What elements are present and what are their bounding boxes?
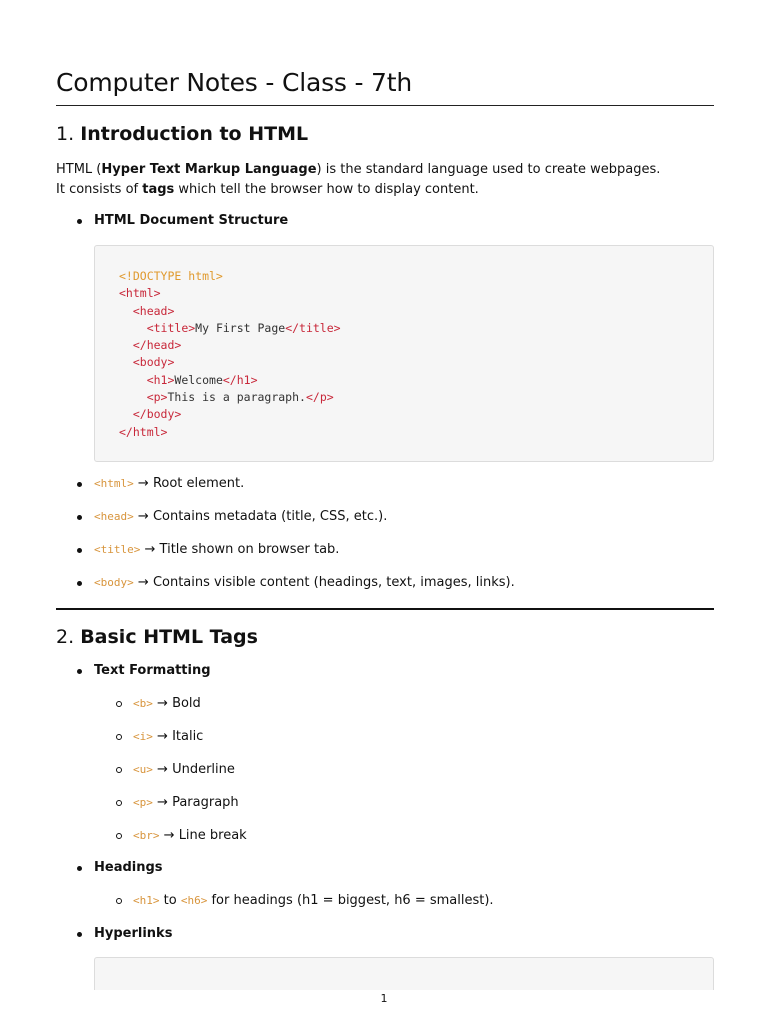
arrow-glyph: → [137,509,149,524]
intro-paragraph-line-1 [56,160,660,180]
code-tag: </head> [132,338,182,353]
code-text: My First Page [195,320,286,335]
code-tag: <title> [146,320,196,335]
code-content [119,268,341,441]
bullet-dot [77,581,82,586]
bullet-dot [77,932,82,937]
section-2-title: Basic HTML Tags [80,626,258,648]
intro-bold-term: Hyper Text Markup Language [101,162,317,177]
code-line [119,285,341,302]
code-tag: <body> [132,355,175,370]
code-tag: <h1> [146,372,175,387]
intro-paragraph-line-2 [56,180,479,200]
bullet-dot [77,515,82,520]
code-line [119,320,341,337]
formatting-list-item [133,696,201,711]
title-divider [56,105,714,106]
section-1-title: Introduction to HTML [80,123,309,145]
tag-code: <p> [133,796,153,809]
tag-description: Title shown on browser tab. [159,542,340,557]
formatting-list-item [133,762,235,777]
tag-code: <b> [133,697,153,710]
tag-code: <u> [133,763,153,776]
bullet-circle [116,734,122,740]
code-block-hyperlinks [94,957,714,990]
bullet-circle [116,701,122,707]
section-1-heading [56,123,308,145]
code-block-structure [94,245,714,462]
code-line [119,268,341,285]
code-line [119,372,341,389]
code-text: Welcome [174,372,223,387]
formatting-description: Line break [178,828,247,843]
tag-list-item [94,476,244,491]
tag-description: Root element. [152,476,245,491]
arrow-glyph: → [163,828,175,843]
headings-to-word: to [163,893,177,908]
tag-code: <head> [94,510,134,523]
list-item-hyperlinks [94,926,172,941]
formatting-description: Bold [172,696,201,711]
tag-code: <title> [94,543,141,556]
code-tag: </title> [285,320,341,335]
formatting-list-item [133,729,203,744]
arrow-glyph: → [157,729,168,744]
arrow-glyph: → [157,762,168,777]
tag-list-item [94,542,339,557]
bullet-dot [77,219,82,224]
section-2-heading [56,626,258,648]
bullet-dot [77,669,82,674]
intro-text: HTML ( [56,162,102,177]
arrow-glyph: → [157,795,168,810]
bullet-dot [77,548,82,553]
section-2-number: 2. [56,626,75,648]
list-item-text-formatting [94,663,211,678]
headings-description: for headings (h1 = biggest, h6 = smallest). [211,893,494,908]
bullet-circle [116,800,122,806]
code-tag: </body> [132,407,182,422]
tag-list-item [94,575,515,590]
formatting-description: Italic [172,729,204,744]
bullet-dot [77,866,82,871]
code-tag: <html> [119,286,161,301]
section-divider [56,608,714,610]
code-tag: <!DOCTYPE html> [119,269,223,283]
document-title: Computer Notes - Class - 7th [56,68,412,97]
tag-code: <h6> [180,894,208,907]
arrow-glyph: → [137,476,149,491]
formatting-list-item [133,828,247,843]
intro-text: which tell the browser how to display content. [174,182,479,197]
code-line [119,406,341,423]
text-formatting-label: Text Formatting [94,663,211,678]
page-number: 1 [380,992,388,1005]
tag-description: Contains metadata (title, CSS, etc.). [152,509,388,524]
list-item-headings [94,860,163,875]
code-line [119,303,341,320]
tag-description: Contains visible content (headings, text, images, links). [152,575,515,590]
intro-bold-term: tags [142,182,175,197]
bullet-dot [77,482,82,487]
list-item-structure [94,213,288,228]
code-line [119,424,341,441]
formatting-description: Underline [172,762,235,777]
bullet-circle [116,898,122,904]
code-tag: </p> [305,390,334,405]
tag-code: <body> [94,576,134,589]
code-line [119,354,341,371]
intro-text: It consists of [56,182,143,197]
code-tag: </h1> [222,372,258,387]
formatting-description: Paragraph [172,795,239,810]
code-tag: <head> [132,303,175,318]
bullet-circle [116,833,122,839]
tag-code: <br> [133,829,160,842]
intro-text: ) is the standard language used to create webpages. [316,162,661,177]
code-text: This is a paragraph. [167,390,306,405]
arrow-glyph: → [157,696,168,711]
arrow-glyph: → [144,542,156,557]
section-1-number: 1. [56,123,75,145]
tag-list-item [94,509,387,524]
code-tag: </html> [119,424,168,439]
headings-label: Headings [94,860,163,875]
code-line [119,389,341,406]
formatting-list-item [133,795,239,810]
hyperlinks-label: Hyperlinks [94,926,173,941]
structure-label: HTML Document Structure [94,213,289,228]
tag-code: <html> [94,477,134,490]
code-tag: <p> [146,390,168,405]
arrow-glyph: → [137,575,149,590]
tag-code: <i> [133,730,153,743]
bullet-circle [116,767,122,773]
sub-item-headings [133,893,494,908]
document-page [56,0,714,990]
code-line [119,337,341,354]
tag-code: <h1> [133,894,160,907]
